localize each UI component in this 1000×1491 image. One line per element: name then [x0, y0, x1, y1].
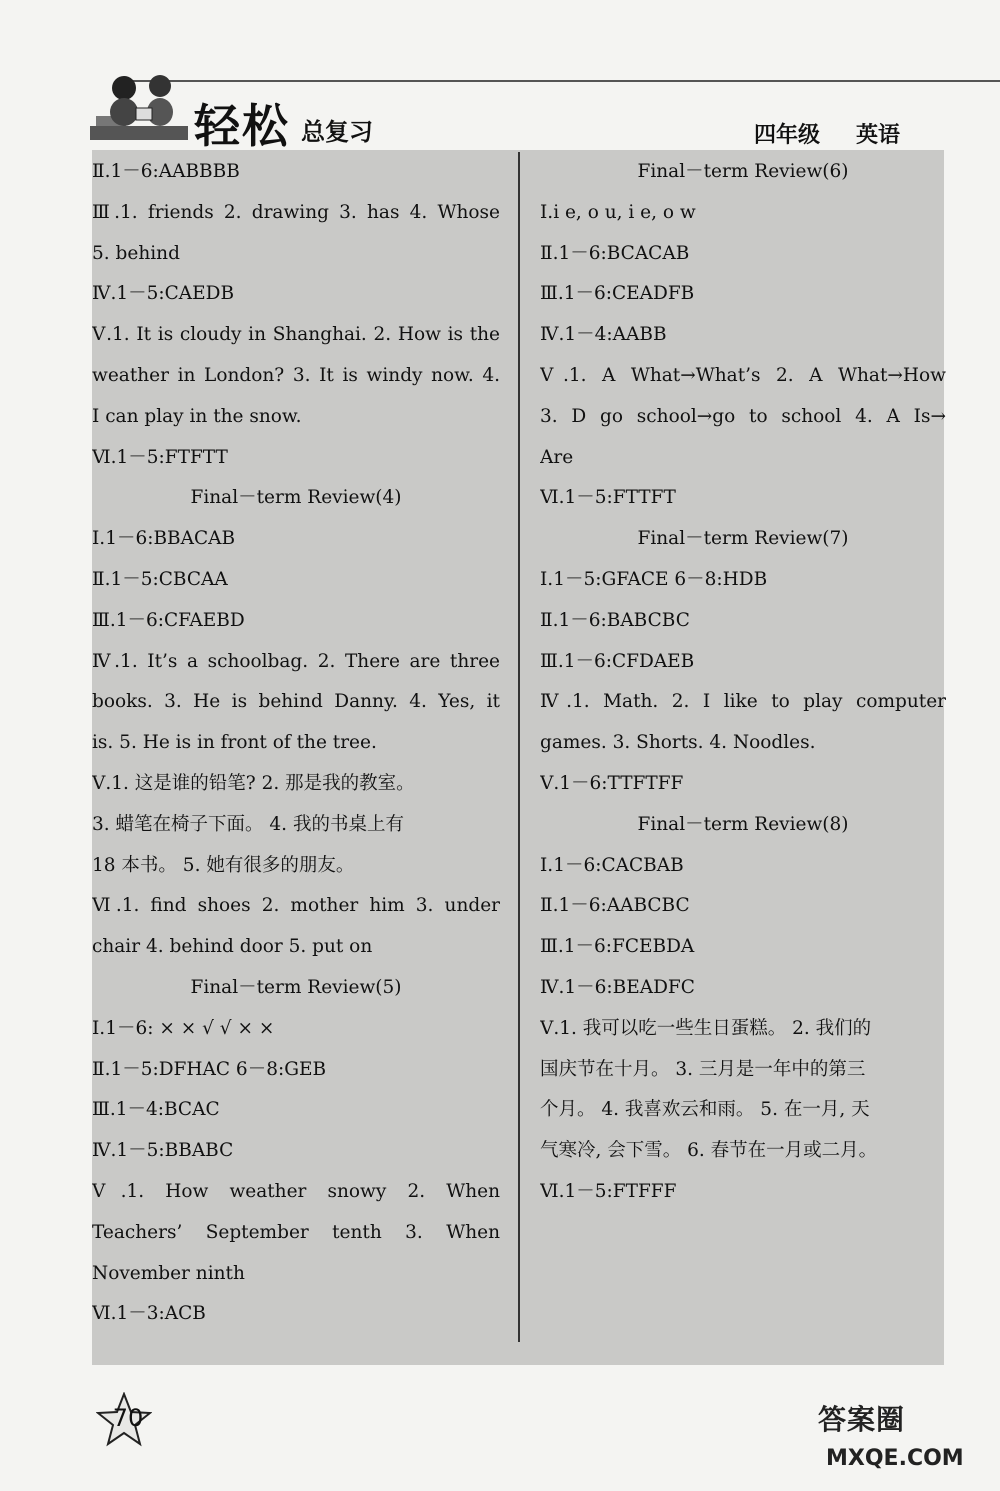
- answer-line: Ⅴ.1. 这是谁的铅笔? 2. 那是我的教室。: [92, 772, 415, 794]
- answer-line: Ⅲ.1－6:CEADFB: [540, 283, 695, 305]
- answer-line: Ⅵ.1－5:FTFTT: [92, 446, 228, 468]
- answer-line: Ⅱ.1－6:BABCBC: [540, 609, 690, 631]
- answer-line: Ⅰ.i e, o u, i e, o w: [540, 201, 696, 223]
- answer-line: Ⅳ.1－6:BEADFC: [540, 976, 695, 998]
- answer-line: 国庆节在十月。 3. 三月是一年中的第三: [540, 1058, 866, 1080]
- answer-line: Ⅰ.1－6:BBACAB: [92, 528, 236, 550]
- answer-line: 气寒冷, 会下雪。 6. 春节在一月或二月。: [540, 1140, 878, 1162]
- answer-line: Ⅱ.1－6:AABBBB: [92, 161, 240, 182]
- answer-line: Ⅲ.1－6:FCEBDA: [540, 936, 695, 958]
- answer-line: Ⅵ.1－5:FTTFT: [540, 487, 676, 509]
- answer-line: chair 4. behind door 5. put on: [92, 936, 373, 958]
- answer-line: Ⅳ.1－5:BBABC: [92, 1140, 234, 1162]
- answer-line: I can play in the snow.: [92, 405, 302, 427]
- answer-line: Teachers’ September tenth 3. When: [92, 1221, 500, 1243]
- answer-line: Ⅳ.1－5:CAEDB: [92, 283, 235, 305]
- answer-line: Ⅱ.1－5:DFHAC 6－8:GEB: [92, 1058, 327, 1080]
- answer-line: Ⅲ.1－6:CFDAEB: [540, 650, 695, 672]
- answer-line: 5. behind: [92, 242, 180, 264]
- answer-line: Ⅵ.1－5:FTFFF: [540, 1180, 677, 1202]
- answer-line: Ⅰ.1－5:GFACE 6－8:HDB: [540, 568, 768, 590]
- section-heading: Final－term Review(7): [637, 528, 849, 550]
- answer-line: 个月。 4. 我喜欢云和雨。 5. 在一月, 天: [540, 1099, 870, 1121]
- answer-line: Ⅵ.1. find shoes 2. mother him 3. under: [92, 895, 500, 917]
- page-header: [86, 60, 946, 152]
- answer-line: Ⅲ.1. friends 2. drawing 3. has 4. Whose: [92, 201, 500, 223]
- right-answer-column: [540, 152, 946, 1213]
- header-rule: [126, 80, 1000, 82]
- answer-line: Ⅱ.1－5:CBCAA: [92, 568, 228, 590]
- answer-line: Ⅲ.1－4:BCAC: [92, 1099, 220, 1121]
- subject-label: 英语: [856, 123, 901, 148]
- answer-line: Ⅱ.1－6:BCACAB: [540, 242, 690, 264]
- section-heading: Final－term Review(5): [190, 976, 402, 998]
- answer-line: Ⅴ.1. A What→What’s 2. A What→How: [540, 364, 946, 386]
- section-heading: Final－term Review(4): [190, 487, 402, 509]
- reading-kids-illustration-icon: [86, 68, 192, 148]
- answer-line: Ⅴ.1. 我可以吃一些生日蛋糕。 2. 我们的: [540, 1017, 872, 1039]
- answer-line: is. 5. He is in front of the tree.: [92, 732, 377, 754]
- book-title: 轻松: [194, 99, 290, 153]
- answer-line: Ⅳ.1. Math. 2. I like to play computer: [540, 691, 946, 713]
- page-number: 70: [112, 1404, 144, 1432]
- answer-line: 3. D go school→go to school 4. A Is→: [540, 405, 946, 427]
- answer-line: Ⅰ.1－6: × × √ √ × ×: [92, 1017, 275, 1039]
- watermark-site: MXQE.COM: [826, 1446, 964, 1471]
- answer-line: Ⅴ.1－6:TTFTFF: [540, 772, 684, 794]
- answer-line: Ⅱ.1－6:AABCBC: [540, 895, 690, 917]
- answer-line: games. 3. Shorts. 4. Noodles.: [540, 732, 816, 754]
- answer-line: 18 本书。 5. 她有很多的朋友。: [92, 854, 355, 876]
- answer-line: Ⅴ.1. How weather snowy 2. When: [92, 1180, 500, 1202]
- answer-line: Ⅲ.1－6:CFAEBD: [92, 609, 245, 631]
- answer-line: Ⅰ.1－6:CACBAB: [540, 854, 684, 876]
- book-subtitle: 总复习: [301, 118, 373, 146]
- section-heading: Final－term Review(8): [637, 813, 849, 835]
- answer-line: Ⅳ.1－4:AABB: [540, 324, 667, 346]
- answer-line: Are: [540, 446, 574, 468]
- section-heading: Final－term Review(6): [637, 161, 849, 182]
- watermark-logo: 答案圈: [818, 1403, 906, 1436]
- answer-line: Ⅵ.1－3:ACB: [92, 1303, 206, 1325]
- answer-line: books. 3. He is behind Danny. 4. Yes, it: [92, 691, 500, 713]
- answer-line: Ⅴ.1. It is cloudy in Shanghai. 2. How is the: [92, 324, 500, 346]
- answer-line: weather in London? 3. It is windy now. 4.: [92, 364, 500, 386]
- left-answer-column: [92, 152, 500, 1335]
- answer-line: Ⅳ.1. It’s a schoolbag. 2. There are three: [92, 650, 500, 672]
- answer-line: November ninth: [92, 1262, 245, 1284]
- grade-label: 四年级: [754, 123, 821, 148]
- column-divider: [518, 152, 520, 1342]
- answer-line: 3. 蜡笔在椅子下面。 4. 我的书桌上有: [92, 813, 404, 835]
